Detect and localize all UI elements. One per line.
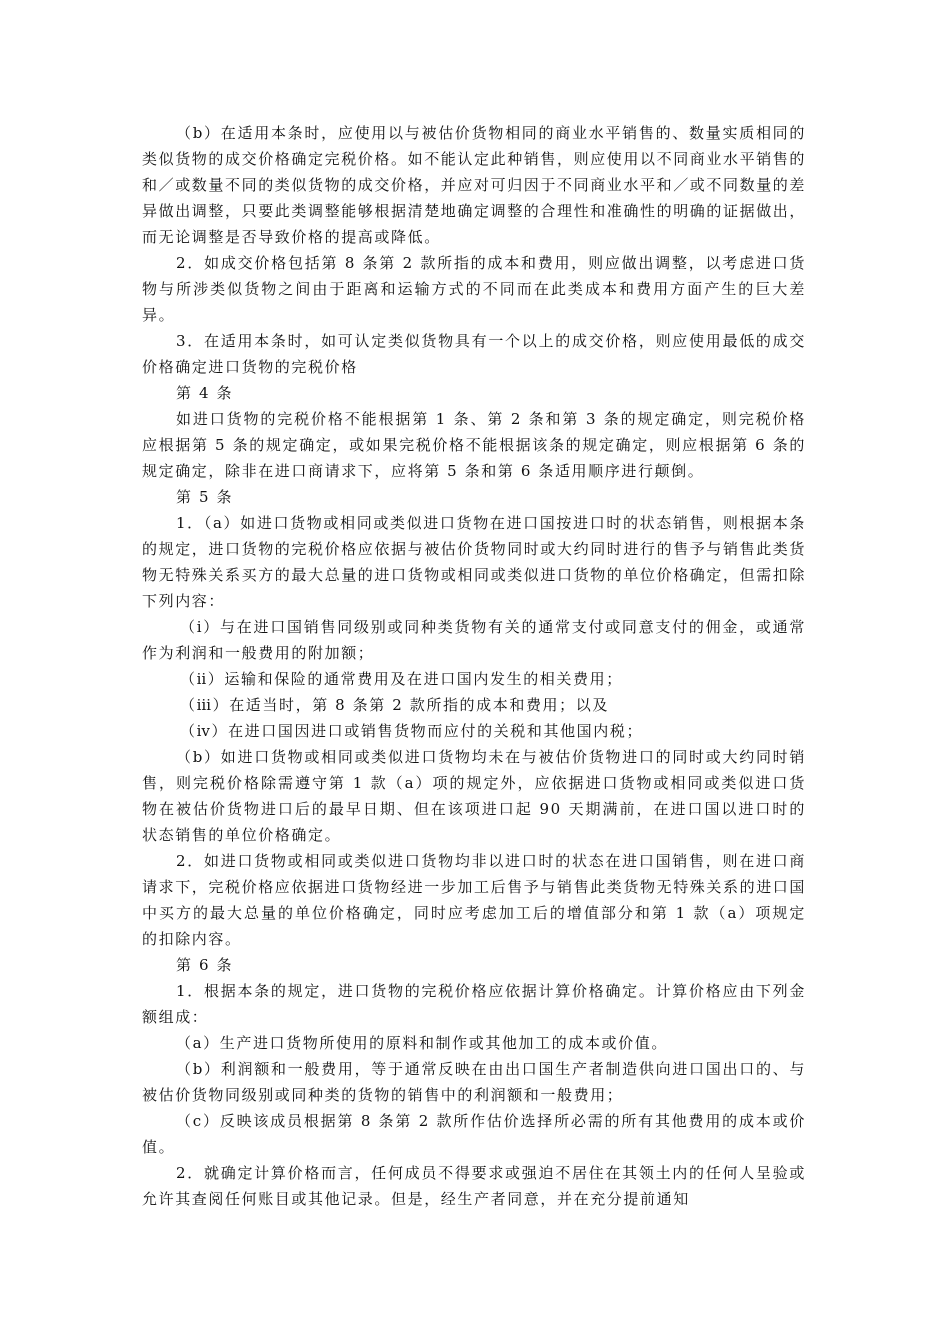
paragraph-article-6-1c: （c）反映该成员根据第 8 条第 2 款所作估价选择所必需的所有其他费用的成本或价值。: [142, 1112, 806, 1156]
paragraph-article-3-1b: （b）在适用本条时，应使用以与被估价货物相同的商业水平销售的、数量实质相同的类似货物的成交价格确定完税价格。如不能认定此种销售，则应使用以不同商业水平销售的和／或数量不同的类似货物的成交价格，并应对可归因于不同商业水平和／或不同数量的差异做出调整，只要此类调整能够根据清楚地确定调整的合理性和准确性的明确的证据做出，而无论调整是否导致价格的提高或降低。: [142, 124, 807, 246]
paragraph-article-5-1a: 1．（a）如进口货物或相同或类似进口货物在进口国按进口时的状态销售，则根据本条的规定，进口货物的完税价格应依据与被估价货物同时或大约同时进行的售予与销售此类货物无特殊关系买方的最大总量的进口货物或相同或类似进口货物的单位价格确定，但需扣除下列内容：: [142, 514, 807, 610]
paragraph-article-4: 如进口货物的完税价格不能根据第 1 条、第 2 条和第 3 条的规定确定，则完税价格应根据第 5 条的规定确定，或如果完税价格不能根据该条的规定确定，则应根据第 6 条的规定确定，除非在进口商请求下，应将第 5 条和第 6 条适用顺序进行颠倒。: [142, 410, 806, 480]
article-5-heading: 第 5 条: [176, 488, 234, 506]
paragraph-article-5-item-i: （ⅰ）与在进口国销售同级别或同种类货物有关的通常支付或同意支付的佣金，或通常作为利润和一般费用的附加额；: [142, 618, 806, 662]
paragraph-article-6-1b: （b）利润额和一般费用，等于通常反映在由出口国生产者制造供向进口国出口的、与被估价货物同级别或同种类的货物的销售中的利润额和一般费用；: [142, 1060, 806, 1104]
article-4-heading: 第 4 条: [176, 384, 234, 402]
paragraph-article-3-2: 2．如成交价格包括第 8 条第 2 款所指的成本和费用，则应做出调整，以考虑进口货物与所涉类似货物之间由于距离和运输方式的不同而在此类成本和费用方面产生的巨大差异。: [142, 254, 806, 324]
article-6-heading: 第 6 条: [176, 956, 234, 974]
paragraph-article-5-2: 2．如进口货物或相同或类似进口货物均非以进口时的状态在进口国销售，则在进口商请求下，完税价格应依据进口货物经进一步加工后售予与销售此类货物无特殊关系的进口国中买方的最大总量的单位价格确定，同时应考虑加工后的增值部分和第 1 款（a）项规定的扣除内容。: [142, 852, 807, 948]
paragraph-article-6-1: 1．根据本条的规定，进口货物的完税价格应依据计算价格确定。计算价格应由下列金额组成：: [142, 982, 806, 1026]
paragraph-article-5-item-iii: （ⅲ）在适当时，第 8 条第 2 款所指的成本和费用；以及: [180, 696, 609, 714]
paragraph-article-5-item-iv: （ⅳ）在进口国因进口或销售货物而应付的关税和其他国内税；: [180, 722, 644, 740]
paragraph-article-6-2: 2．就确定计算价格而言，任何成员不得要求或强迫不居住在其领土内的任何人呈验或允许其查阅任何账目或其他记录。但是，经生产者同意，并在充分提前通知: [142, 1164, 806, 1208]
paragraph-article-3-3: 3．在适用本条时，如可认定类似货物具有一个以上的成交价格，则应使用最低的成交价格确定进口货物的完税价格: [142, 332, 806, 376]
paragraph-article-5-item-ii: （ⅱ）运输和保险的通常费用及在进口国内发生的相关费用；: [180, 670, 623, 688]
document-page: [142, 120, 806, 1212]
paragraph-article-5-1b: （b）如进口货物或相同或类似进口货物均未在与被估价货物进口的同时或大约同时销售，则完税价格除需遵守第 1 款（a）项的规定外，应依据进口货物或相同或类似进口货物在被估价货物进口后的最早日期、但在该项进口起 90 天期满前，在进口国以进口时的状态销售的单位价格确定。: [142, 748, 806, 844]
paragraph-article-6-1a: （a）生产进口货物所使用的原料和制作或其他加工的成本或价值。: [176, 1034, 668, 1052]
